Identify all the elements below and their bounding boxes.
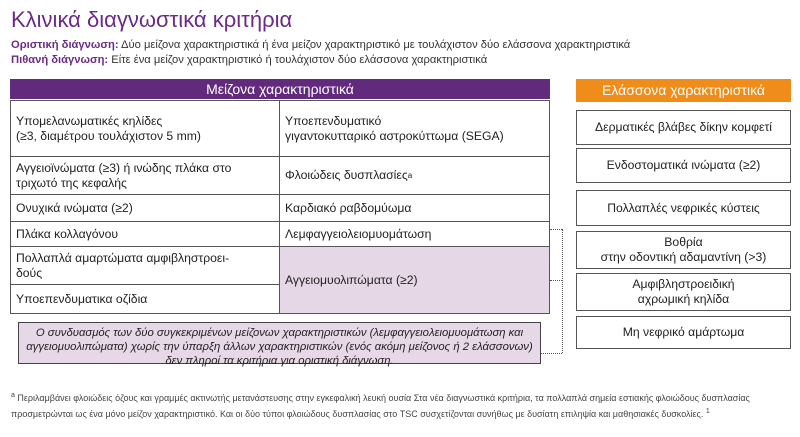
probable-diagnosis-text: Είτε ένα μείζον χαρακτηριστικό ή τουλάχιστον δύο ελάσσονα χαρακτηριστικά: [108, 54, 488, 66]
major-feature-angiomyolipomas: Αγγειομυολιπώματα (≥2): [280, 247, 549, 313]
footnote-marker: a: [407, 171, 413, 180]
definite-diagnosis-line: [11, 39, 630, 51]
minor-features-header: Ελάσσονα χαρακτηριστικά: [576, 79, 791, 102]
major-feature-retinal-hamartomas: Πολλαπλά αμαρτώματα αμφιβληστροει- δούς: [16, 250, 230, 280]
footnote-marker: a: [11, 392, 15, 399]
connector-line: [550, 229, 562, 230]
probable-diagnosis-line: [11, 54, 487, 66]
minor-feature-nonrenal-hamartomas: Μη νεφρικό αμάρτωμα: [576, 316, 791, 349]
connector-line: [541, 353, 562, 354]
major-feature-lam: Λεμφαγγειολειομυομάτωση: [285, 226, 432, 241]
major-feature-cortical-dysplasias: Φλοιώδεις δυσπλασίες a: [285, 168, 413, 182]
minor-feature-renal-cysts: Πολλαπλές νεφρικές κύστεις: [576, 190, 791, 226]
major-feature-shagreen-patch: Πλάκα κολλαγόνου: [16, 226, 119, 241]
probable-diagnosis-label: Πιθανή διάγνωση:: [11, 54, 109, 66]
major-feature-hypomelanotic-macules: Υπομελανωματικές κηλίδες (≥3, διαμέτρου τουλάχιστον 5 mm): [16, 113, 201, 143]
major-feature-subependymal-nodules: Υποεπενδυματικα οζίδια: [16, 291, 148, 306]
connector-line: [562, 229, 563, 353]
footnote-text: Περιλαμβάνει φλοιώδεις όζους και γραμμές ακτινωτής μετανάστευσης στην εγκεφαλική λευκή ουσία Στα νέα διαγνωστικά κριτήρια, τα πολλαπλά σημεία εστιακής φλοιώδους δυσπλασίας προσμετρώνται ως ένα μόνο μείζον χαρακτηριστικό. Και οι δύο τύποι φλοιώδους δυσπλασίας στο TSC συσχετίζονται συνήθως με δυσίατη επιληψία και μαθησιακές δυσκολίες.: [11, 393, 750, 419]
minor-feature-confetti-lesions: Δερματικές βλάβες δίκην κομφετί: [576, 110, 791, 145]
major-feature-ungual-fibromas: Ονυχικά ινώματα (≥2): [16, 200, 133, 215]
definite-diagnosis-text: Δύο μείζονα χαρακτηριστικά ή ένα μείζον χαρακτηριστικό με τουλάχιστον δύο ελάσσονα χαρακτηριστικά: [118, 39, 631, 51]
definite-diagnosis-label: Οριστική διάγνωση:: [11, 39, 119, 51]
major-feature-cardiac-rhabdomyoma: Καρδιακό ραβδομύωμα: [285, 200, 412, 215]
minor-feature-dental-pits: Βοθρία στην οδοντική αδαμαντίνη (>3): [576, 231, 791, 269]
major-features-table: [10, 100, 550, 314]
combination-note: Ο συνδυασμός των δύο συγκεκριμένων μείζονων χαρακτηριστικών (λεμφαγγειολειομυομάτωση και αγγειομυολιπώματα) χωρίς την ύπαρξη άλλων χαρακτηριστικών (ενός ακόμη μείζονος ή 2 ελάσσονων) δεν πληροί τα κριτήρια για οριστική διάγνωση.: [18, 322, 541, 364]
footnote: [11, 389, 791, 421]
minor-feature-intraoral-fibromas: Ενδοστοματικά ινώματα (≥2): [576, 148, 791, 183]
connector-line: [550, 280, 562, 281]
major-feature-angiofibromas: Αγγειοϊνώματα (≥3) ή ινώδης πλάκα στο τριχωτό της κεφαλής: [16, 160, 232, 190]
major-feature-sega: Υποεπενδυματικό γιγαντοκυτταρικό αστροκύττωμα (SEGA): [285, 113, 504, 143]
major-features-header: Μείζονα χαρακτηριστικά: [10, 79, 550, 99]
reference-number: 1: [705, 408, 710, 415]
minor-feature-retinal-achromic-patch: Αμφιβληστροειδική αχρωμική κηλίδα: [576, 273, 791, 311]
page-title: Κλινικά διαγνωστικά κριτήρια: [11, 7, 293, 32]
